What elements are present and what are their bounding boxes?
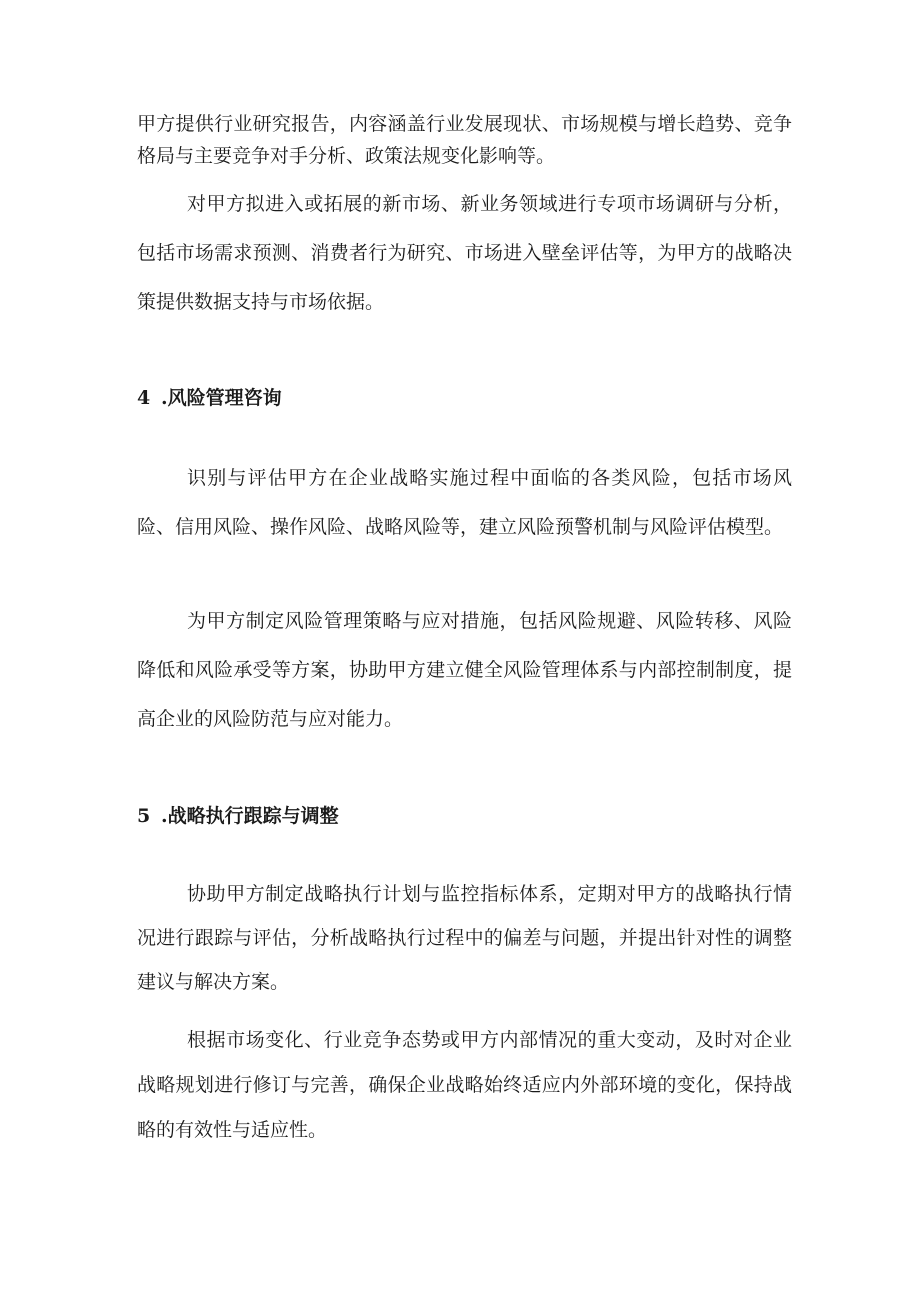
section-number: 5 [137,805,151,827]
paragraph-industry-report: 甲方提供行业研究报告，内容涵盖行业发展现状、市场规模与增长趋势、竞争格局与主要竞争对手分析、政策法规变化影响等。 [137,113,792,167]
paragraph-risk-strategy: 为甲方制定风险管理策略与应对措施，包括风险规避、风险转移、风险降低和风险承受等方案，协助甲方建立健全风险管理体系与内部控制制度，提高企业的风险防范与应对能力。 [137,610,792,730]
section-heading-risk-management [137,383,282,413]
paragraph-execution-tracking: 协助甲方制定战略执行计划与监控指标体系，定期对甲方的战略执行情况进行跟踪与评估，分析战略执行过程中的偏差与问题，并提出针对性的调整建议与解决方案。 [137,883,792,993]
section-title: .战略执行跟踪与调整 [161,805,339,827]
paragraph-strategy-adjustment: 根据市场变化、行业竞争态势或甲方内部情况的重大变动，及时对企业战略规划进行修订与完善，确保企业战略始终适应内外部环境的变化，保持战略的有效性与适应性。 [137,1029,792,1141]
section-title: .风险管理咨询 [161,387,282,409]
section-number: 4 [137,387,151,409]
paragraph-risk-identification: 识别与评估甲方在企业战略实施过程中面临的各类风险，包括市场风险、信用风险、操作风险、战略风险等，建立风险预警机制与风险评估模型。 [137,467,792,538]
section-heading-strategy-execution [137,801,339,831]
paragraph-market-research: 对甲方拟进入或拓展的新市场、新业务领域进行专项市场调研与分析，包括市场需求预测、消费者行为研究、市场进入壁垒评估等，为甲方的战略决策提供数据支持与市场依据。 [137,193,792,313]
